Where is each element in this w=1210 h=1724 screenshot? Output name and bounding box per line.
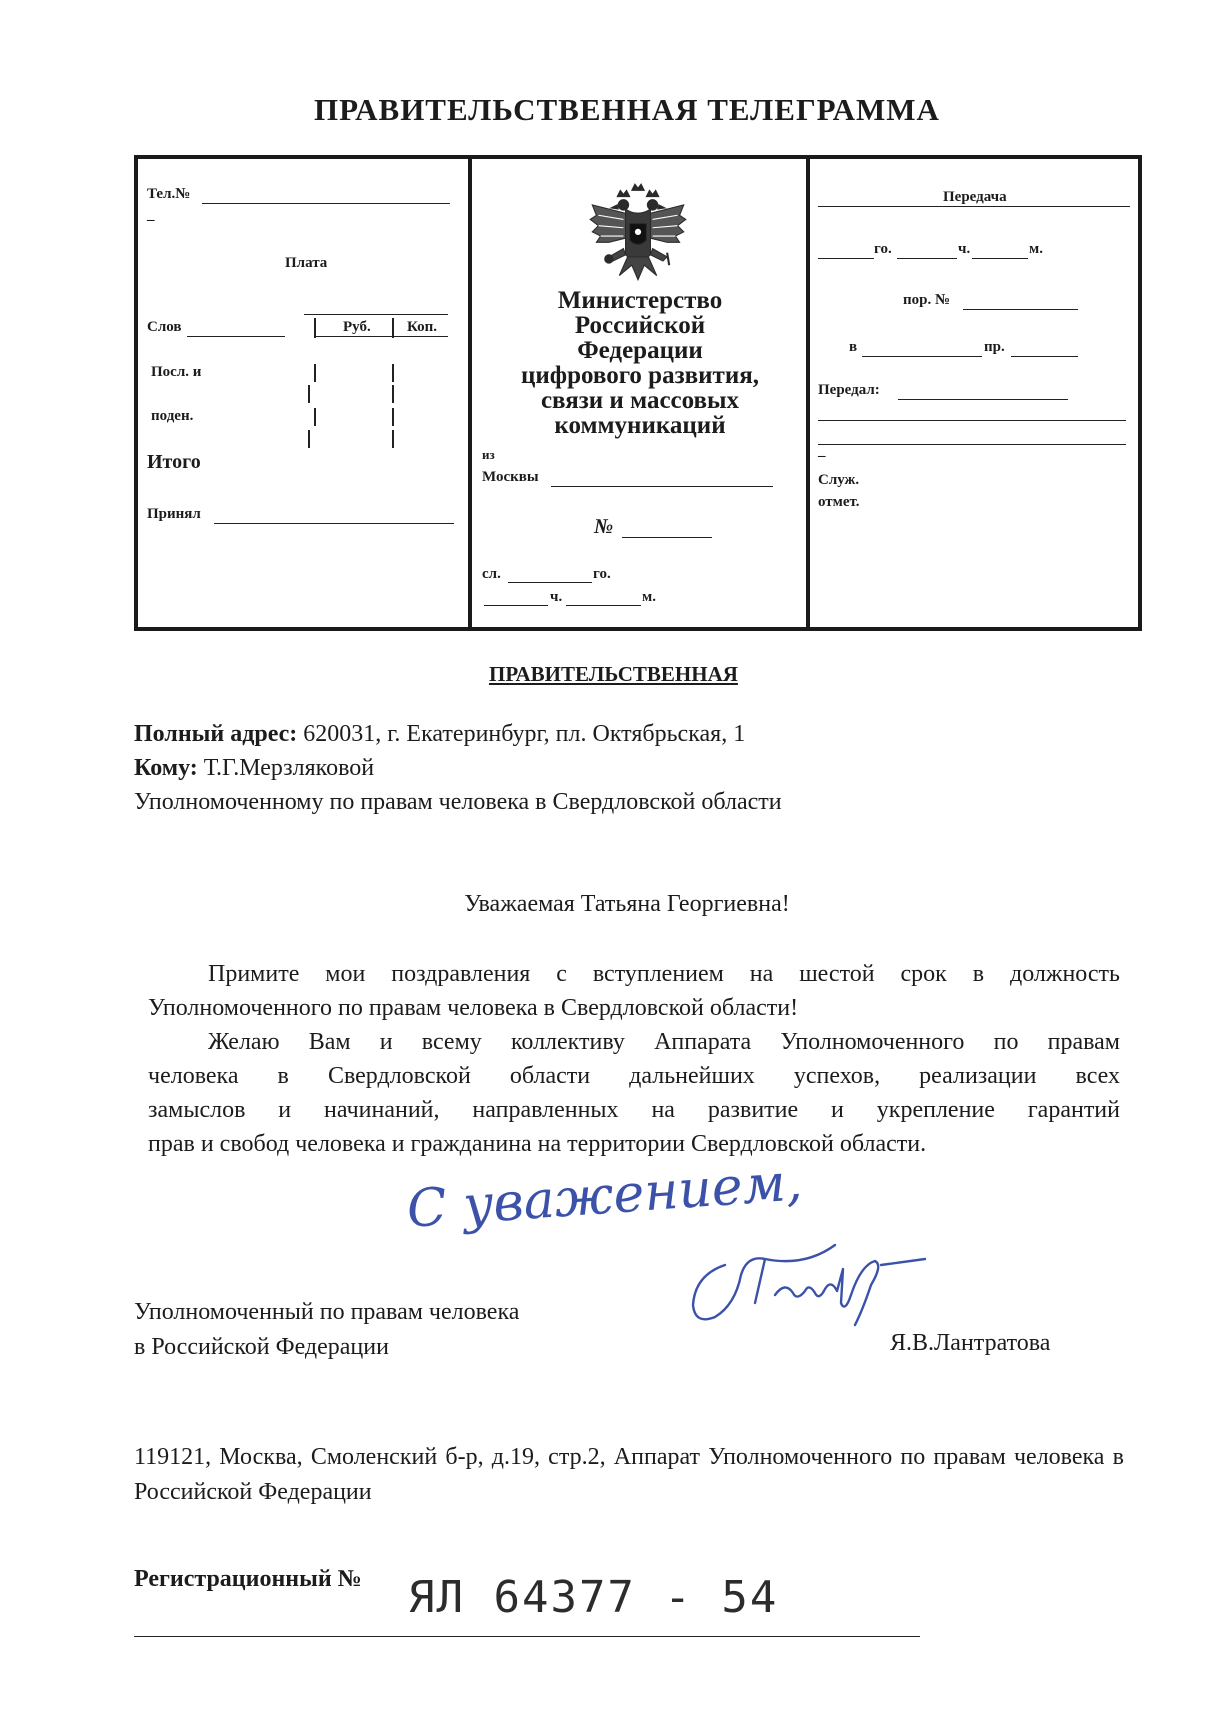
handwritten-regards: С уважением,: [405, 1152, 805, 1240]
paragraph-line: Желаю Вам и всему коллективу Аппарата Уполномоченного по правам: [208, 1029, 1120, 1055]
itogo-label: Итого: [147, 451, 201, 473]
slov-label: Слов: [147, 319, 182, 335]
peredacha-line: [818, 206, 1130, 207]
peredal-label: Передал:: [818, 382, 880, 398]
tel-label: Тел.№: [147, 186, 191, 202]
plata-line: [304, 314, 448, 315]
moskvy-label: Москвы: [482, 469, 539, 485]
v-label: в: [849, 339, 858, 355]
to-label: Кому:: [134, 755, 198, 781]
r-ch-label: ч.: [958, 241, 971, 257]
por-label: пор. №: [903, 292, 951, 308]
ministry-line: Федерации: [577, 337, 703, 364]
peredal-line: [898, 399, 1068, 400]
address-label: Полный адрес:: [134, 721, 298, 747]
sl-ch-label: ч.: [550, 589, 563, 605]
right-dash: –: [818, 448, 826, 464]
address-value: 620031, г. Екатеринбург, пл. Октябрьская, 1: [297, 721, 746, 747]
address-line: [134, 717, 782, 751]
ministry-line: цифрового развития,: [520, 362, 759, 389]
tel-line: [202, 203, 450, 204]
prinyal-label: Принял: [147, 506, 201, 522]
paragraph-line: Примите мои поздравления с вступлением на шестой срок в должность: [208, 961, 1120, 987]
paragraph-line: Уполномоченного по правам человека в Свердловской области!: [148, 995, 799, 1021]
to-line: [134, 751, 782, 785]
signatory-title: в Российской Федерации: [134, 1334, 389, 1360]
iz-label: из: [482, 447, 495, 462]
por-line: [963, 309, 1078, 310]
pr-label: пр.: [984, 339, 1005, 355]
poden-label: поден.: [151, 408, 194, 424]
signatory-block: [134, 1295, 519, 1365]
recipient-block: [134, 717, 782, 819]
to-position: Уполномоченному по правам человека в Свердловской области: [134, 789, 782, 815]
to-value: Т.Г.Мерзляковой: [197, 755, 375, 781]
registration-number: ЯЛ 64377 - 54: [408, 1572, 779, 1623]
otmet-label: отмет.: [818, 494, 860, 510]
paragraph-line: человека в Свердловской области дальнейших успехов, реализации всех: [148, 1063, 1120, 1089]
signature-icon: [685, 1225, 965, 1335]
ministry-name: [465, 288, 815, 438]
sl-label: сл.: [482, 566, 501, 582]
ministry-line: Российской: [574, 312, 706, 339]
sl-m-label: м.: [642, 589, 656, 605]
prinyal-line: [214, 523, 454, 524]
ministry-line: коммуникаций: [554, 412, 726, 439]
ministry-line: Министерство: [557, 287, 723, 314]
peredacha-label: Передача: [943, 189, 1007, 205]
paragraph-line: прав и свобод человека и гражданина на территории Свердловской области.: [148, 1131, 927, 1157]
r-m-label: м.: [1029, 241, 1043, 257]
registration-line: [134, 1636, 920, 1637]
sender-address: 119121, Москва, Смоленский б-р, д.19, стр.2, Аппарат Уполномоченного по правам человека в Российской Федерации: [134, 1444, 1124, 1505]
signatory-name: Я.В.Лантратова: [890, 1330, 1051, 1356]
kop-label: Коп.: [407, 319, 438, 335]
number-label: №: [594, 514, 614, 538]
letter-body: [148, 957, 1120, 1161]
document-title: ПРАВИТЕЛЬСТВЕННАЯ ТЕЛЕГРАММА: [314, 92, 940, 127]
number-line: [622, 537, 712, 538]
ministry-line: связи и массовых: [540, 387, 740, 414]
left-dash: –: [147, 212, 155, 228]
sl-go-label: го.: [593, 566, 611, 582]
paragraph-line: замыслов и начинаний, направленных на развитие и укрепление гарантий: [148, 1097, 1120, 1123]
r-go-label: го.: [874, 241, 892, 257]
plata-label: Плата: [285, 255, 328, 271]
sluzh-label: Служ.: [818, 472, 860, 488]
slov-line: [187, 336, 285, 337]
registration-label: Регистрационный №: [134, 1566, 362, 1592]
moskvy-line: [551, 486, 773, 487]
signatory-title: Уполномоченный по правам человека: [134, 1299, 520, 1325]
posl-label: Посл. и: [151, 364, 202, 380]
rub-label: Руб.: [343, 319, 371, 335]
coat-of-arms-icon: [586, 182, 690, 286]
salutation: Уважаемая Татьяна Георгиевна!: [464, 891, 790, 917]
category-label: ПРАВИТЕЛЬСТВЕННАЯ: [489, 662, 738, 686]
